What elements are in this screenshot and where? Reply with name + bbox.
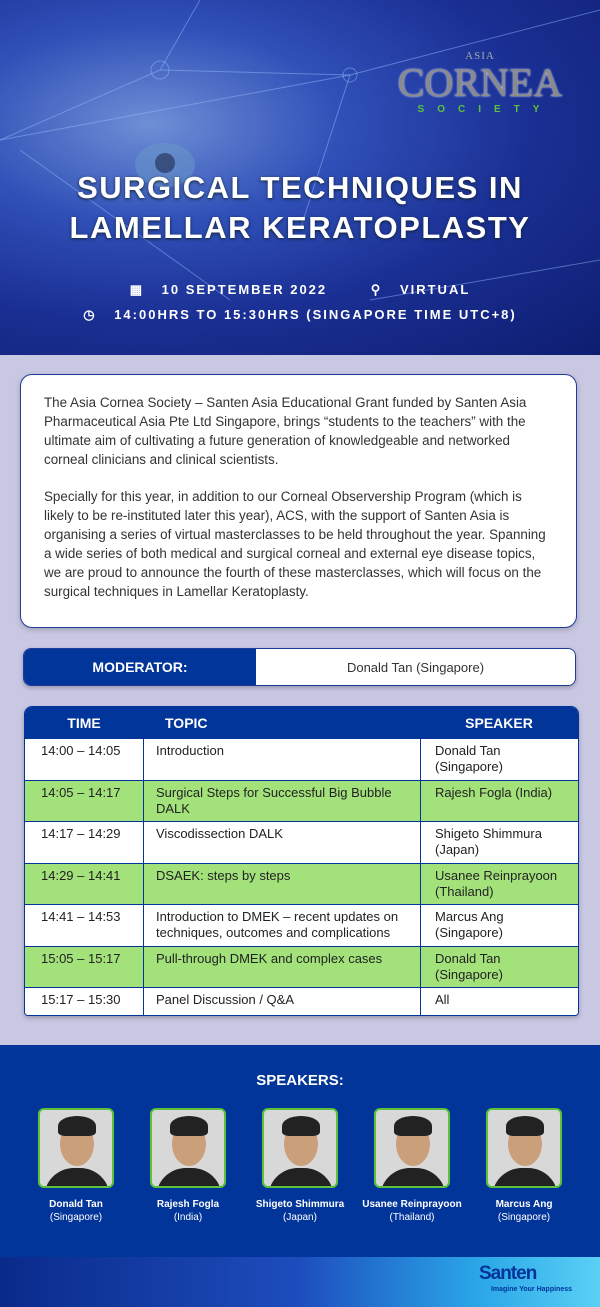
intro-paragraph: The Asia Cornea Society – Santen Asia Educational Grant funded by Santen Asia Pharmaceutical Asia Pte Ltd Singapore, brings “students to the teachers” with the ultimate aim of cultivating a future generation of knowledgeable and networked corneal clinicians and clinical scientists. bbox=[44, 395, 527, 467]
cell-speaker: Usanee Reinprayoon (Thailand) bbox=[420, 864, 578, 905]
speaker-card bbox=[20, 1108, 132, 1224]
table-row bbox=[25, 904, 578, 946]
speaker-name: Rajesh Fogla bbox=[156, 1199, 220, 1210]
speaker-photo bbox=[374, 1108, 450, 1188]
speaker-card bbox=[244, 1108, 356, 1224]
speaker-name: Donald Tan bbox=[49, 1199, 103, 1210]
cell-topic: Panel Discussion / Q&A bbox=[143, 988, 420, 1015]
speakers-title: SPEAKERS: bbox=[256, 1072, 344, 1089]
asia-cornea-society-logo: ASIA CORNEA SOCIETY bbox=[397, 50, 563, 115]
cell-time: 15:17 – 15:30 bbox=[41, 992, 121, 1007]
cell-time: 14:05 – 14:17 bbox=[41, 784, 121, 800]
cell-topic: DSAEK: steps by steps bbox=[143, 864, 420, 905]
intro-card bbox=[20, 374, 577, 628]
speaker-card bbox=[356, 1108, 468, 1224]
calendar-icon: ▦ bbox=[129, 282, 145, 297]
speaker-photo bbox=[150, 1108, 226, 1188]
speakers-section bbox=[0, 1045, 600, 1257]
event-time: ◷ 14:00HRS TO 15:30HRS (SINGAPORE TIME UTC+8) bbox=[83, 307, 517, 322]
table-row bbox=[25, 863, 578, 905]
table-row bbox=[25, 780, 578, 822]
speaker-country: (Singapore) bbox=[49, 1212, 103, 1223]
cell-speaker: Donald Tan (Singapore) bbox=[420, 739, 578, 780]
cell-time: 14:29 – 14:41 bbox=[41, 867, 121, 883]
table-row bbox=[25, 821, 578, 863]
cell-speaker: Rajesh Fogla (India) bbox=[420, 781, 578, 822]
speaker-photo bbox=[486, 1108, 562, 1188]
cell-topic: Introduction bbox=[143, 739, 420, 780]
cell-topic: Surgical Steps for Successful Big Bubble DALK bbox=[143, 781, 420, 822]
event-title: SURGICAL TECHNIQUES IN LAMELLAR KERATOPLASTY bbox=[69, 170, 531, 245]
event-date-location: ▦ 10 SEPTEMBER 2022 ⚲ VIRTUAL bbox=[129, 282, 471, 297]
table-header: TIME TOPIC SPEAKER bbox=[25, 707, 578, 738]
speaker-name: Usanee Reinprayoon bbox=[362, 1199, 462, 1210]
table-row bbox=[25, 987, 578, 1015]
table-row bbox=[25, 946, 578, 988]
location-pin-icon: ⚲ bbox=[370, 282, 383, 297]
cell-time: 15:05 – 15:17 bbox=[41, 950, 121, 966]
speaker-card bbox=[132, 1108, 244, 1224]
cell-topic: Viscodissection DALK bbox=[143, 822, 420, 863]
cell-topic: Introduction to DMEK – recent updates on techniques, outcomes and complications bbox=[143, 905, 420, 946]
clock-icon: ◷ bbox=[83, 307, 97, 322]
intro-paragraph: Specially for this year, in addition to our Corneal Observership Program (which is likely to be re-instituted later this year), ACS, with the support of Santen Asia is organising a series of virtual masterclasses to be held throughout the year. Spanning a wide series of both medical and surgical corneal and external eye disease topics, we are proud to announce the fourth of these masterclasses, which will focus on the surgical techniques in Lamellar Keratoplasty. bbox=[44, 489, 546, 599]
cell-speaker: All bbox=[420, 988, 578, 1015]
speaker-name: Shigeto Shimmura bbox=[255, 1199, 345, 1210]
cell-speaker: Donald Tan (Singapore) bbox=[420, 947, 578, 988]
cell-time: 14:17 – 14:29 bbox=[41, 826, 121, 841]
santen-logo: Santen Imagine Your Happiness bbox=[478, 1263, 572, 1293]
moderator-name: Donald Tan (Singapore) bbox=[256, 649, 575, 685]
speaker-card bbox=[468, 1108, 580, 1224]
cell-speaker: Shigeto Shimmura (Japan) bbox=[420, 822, 578, 863]
table-row bbox=[25, 738, 578, 780]
speaker-name: Marcus Ang bbox=[495, 1199, 553, 1210]
speaker-photo bbox=[38, 1108, 114, 1188]
moderator-label: MODERATOR: bbox=[24, 649, 256, 685]
cell-time: 14:41 – 14:53 bbox=[41, 909, 121, 924]
speaker-country: (Japan) bbox=[283, 1212, 317, 1223]
speaker-photo bbox=[262, 1108, 338, 1188]
cell-time: 14:00 – 14:05 bbox=[41, 743, 121, 758]
speaker-country: (Thailand) bbox=[389, 1212, 435, 1223]
speaker-country: (Singapore) bbox=[497, 1212, 551, 1223]
hero-banner bbox=[0, 0, 600, 355]
speaker-country: (India) bbox=[173, 1212, 203, 1223]
schedule-table bbox=[24, 706, 579, 1016]
cell-speaker: Marcus Ang (Singapore) bbox=[420, 905, 578, 946]
cell-topic: Pull-through DMEK and complex cases bbox=[143, 947, 420, 988]
footer-banner bbox=[0, 1257, 600, 1307]
moderator-bar bbox=[23, 648, 576, 686]
